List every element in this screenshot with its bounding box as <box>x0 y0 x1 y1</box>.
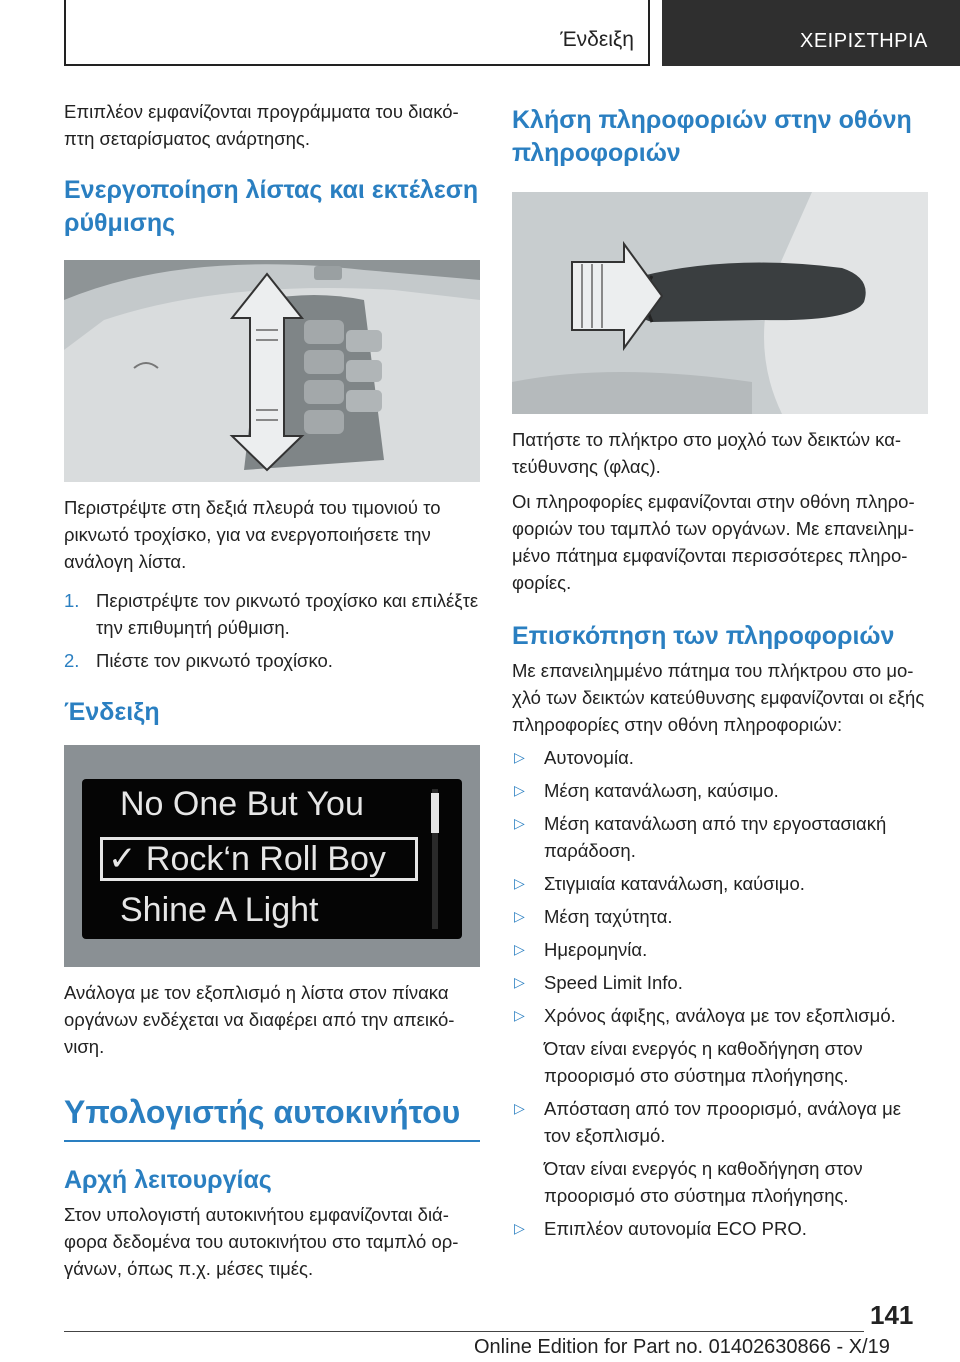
list-item: ▷ Αυτονομία. <box>512 744 928 771</box>
display-paragraph: Ανάλογα με τον εξοπλισμό η λίστα στον πίνακα οργάνων ενδέχεται να διαφέρει από την απεικόνιση. <box>64 982 455 1057</box>
display-screen-figure <box>64 745 480 967</box>
list-item: ▷ Ημερομηνία. <box>512 936 928 963</box>
list-item: ▷ Χρόνος άφιξης, ανάλογα με τον εξοπλισμό. <box>512 1002 928 1029</box>
triangle-bullet-icon: ▷ <box>514 875 525 891</box>
heading-principle: Αρχή λειτουργίας <box>64 1166 272 1194</box>
overview-paragraph: Με επανειλημμένο πάτημα του πλήκτρου στο μοχλό των δεικτών κατεύθυνσης εμφανίζονται οι εξής πληροφορίες στην οθόνη πληροφοριών: <box>512 660 925 735</box>
heading-activate-list: Ενεργοποίηση λίστας και εκτέλεση ρύθμισης <box>64 176 479 237</box>
header-section-box <box>64 0 650 66</box>
call-paragraph-1: Πατήστε το πλήκτρο στο μοχλό των δεικτών κατεύθυνσης (φλας). <box>512 429 902 477</box>
instrument-display <box>82 779 462 939</box>
list-item: ▷ Μέση κατανάλωση, καύσιμο. <box>512 777 928 804</box>
triangle-bullet-icon: ▷ <box>514 782 525 798</box>
header-chapter-title: ΧΕΙΡΙΣΤΗΡΙΑ <box>800 30 928 52</box>
screen-row: Shine A Light <box>120 891 319 929</box>
step-text: Περιστρέψτε τον ρικνωτό τροχίσκο και επιλέξτε την επιθυμητή ρύθμιση. <box>96 590 479 638</box>
info-bullet-list <box>512 744 928 1242</box>
triangle-bullet-icon: ▷ <box>514 908 525 924</box>
screen-row: No One But You <box>120 785 364 823</box>
step-text: Πιέστε τον ρικνωτό τροχίσκο. <box>96 650 333 671</box>
step-number: 2. <box>64 650 80 671</box>
triangle-bullet-icon: ▷ <box>514 941 525 957</box>
principle-paragraph: Στον υπολογιστή αυτοκινήτου εμφανίζονται διάφορα δεδομένα του αυτοκινήτου στο ταμπλό οργάνων, όπως π.χ. μέσες τιμές. <box>64 1204 459 1279</box>
activate-paragraph: Περιστρέψτε στη δεξιά πλευρά του τιμονιού το ρικνωτό τροχίσκο, για να ενεργοποιήσετε την ανάλογη λίστα. <box>64 497 441 572</box>
step-number: 1. <box>64 590 80 611</box>
steering-wheel-figure <box>64 260 480 482</box>
edition-line: Online Edition for Part no. 01402630866 - X/19 <box>474 1336 890 1358</box>
steps-list <box>64 587 480 674</box>
list-item: ▷ Απόσταση από τον προορισμό, ανάλογα με τον εξοπλισμό. <box>512 1095 928 1149</box>
list-item <box>64 587 480 641</box>
list-item: ▷ Μέση κατανάλωση από την εργοστασιακή παράδοση. <box>512 810 928 864</box>
screen-scrollbar-thumb <box>431 793 439 833</box>
header-chapter-box <box>662 0 960 66</box>
triangle-bullet-icon: ▷ <box>514 1007 525 1023</box>
heading-call-info: Κλήση πληροφοριών στην οθόνη πληροφοριών <box>512 106 912 167</box>
turn-signal-lever-figure <box>512 192 928 414</box>
heading-overview: Επισκόπηση των πληροφοριών <box>512 622 895 650</box>
list-item <box>64 647 480 674</box>
chapter-rule <box>64 1140 480 1142</box>
list-item: ▷ Επιπλέον αυτονομία ECO PRO. <box>512 1215 928 1242</box>
triangle-bullet-icon: ▷ <box>514 749 525 765</box>
triangle-bullet-icon: ▷ <box>514 1100 525 1116</box>
header-section-title: Ένδειξη <box>560 28 634 51</box>
footer-rule <box>64 1331 864 1332</box>
screen-row-selected: ✓ Rock‘n Roll Boy <box>108 840 386 878</box>
heading-on-board-computer: Υπολογιστής αυτοκινήτου <box>64 1094 461 1130</box>
call-paragraph-2: Οι πληροφορίες εμφανίζονται στην οθόνη πληροφοριών του ταμπλό των οργάνων. Με επανειλημμένο πάτημα εμφανίζονται περισσότερες πληροφορίες. <box>512 491 915 593</box>
list-item: ▷ Μέση ταχύτητα. <box>512 903 928 930</box>
turn-signal-lever-illustration <box>512 192 928 414</box>
list-item-note: Όταν είναι ενεργός η καθοδήγηση στον προορισμό στο σύστημα πλοήγησης. <box>544 1038 863 1086</box>
intro-paragraph: Επιπλέον εμφανίζονται προγράμματα του διακόπτη σεταρίσματος ανάρτησης. <box>64 101 459 149</box>
list-item: ▷ Speed Limit Info. <box>512 969 928 996</box>
list-item-note: Όταν είναι ενεργός η καθοδήγηση στον προορισμό στο σύστημα πλοήγησης. <box>544 1158 863 1206</box>
list-item: ▷ Στιγμιαία κατανάλωση, καύσιμο. <box>512 870 928 897</box>
triangle-bullet-icon: ▷ <box>514 815 525 831</box>
left-column <box>64 98 480 1282</box>
steering-wheel-illustration <box>64 260 480 482</box>
heading-display: Ένδειξη <box>64 698 160 726</box>
page-number: 141 <box>870 1300 914 1330</box>
triangle-bullet-icon: ▷ <box>514 1220 525 1236</box>
page-header <box>0 0 960 66</box>
right-column <box>512 104 928 1242</box>
triangle-bullet-icon: ▷ <box>514 974 525 990</box>
